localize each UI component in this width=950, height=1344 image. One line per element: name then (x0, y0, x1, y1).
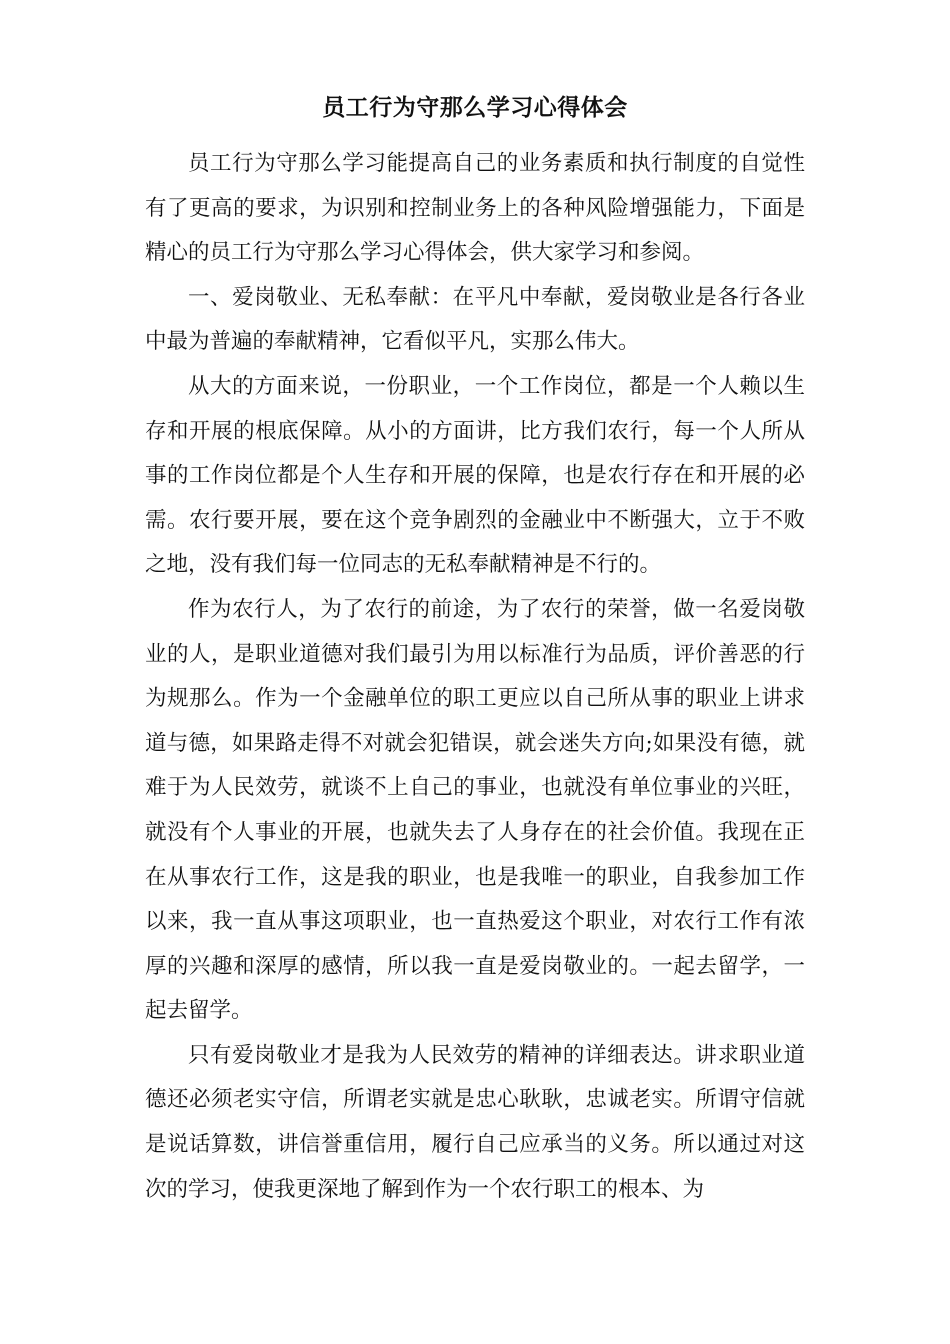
document-title: 员工行为守那么学习心得体会 (322, 94, 628, 121)
paragraph-intro: 员工行为守那么学习能提高自己的业务素质和执行制度的自觉性有了更高的要求，为识别和控制业务上的各种风险增强能力，下面是精心的员工行为守那么学习心得体会，供大家学习和参阅。 (145, 151, 805, 266)
paragraph-honesty: 只有爱岗敬业才是我为人民效劳的精神的详细表达。讲求职业道德还必须老实守信，所谓老实就是忠心耿耿，忠诚老实。所谓守信就是说话算数，讲信誉重信用，履行自己应承当的义务。所以通过对这次的学习，使我更深地了解到作为一个农行职工的根本、为 (145, 1042, 805, 1202)
document-body (145, 142, 805, 1212)
paragraph-career-basis: 从大的方面来说，一份职业，一个工作岗位，都是一个人赖以生存和开展的根底保障。从小的方面讲，比方我们农行，每一个人所从事的工作岗位都是个人生存和开展的保障，也是农行存在和开展的必需。农行要开展，要在这个竞争剧烈的金融业中不断强大，立于不败之地，没有我们每一位同志的无私奉献精神是不行的。 (145, 373, 805, 578)
paragraph-section-one: 一、爱岗敬业、无私奉献：在平凡中奉献，爱岗敬业是各行各业中最为普遍的奉献精神，它看似平凡，实那么伟大。 (145, 284, 805, 355)
paragraph-professional-ethics: 作为农行人，为了农行的前途，为了农行的荣誉，做一名爱岗敬业的人，是职业道德对我们最引为用以标准行为品质，评价善恶的行为规那么。作为一个金融单位的职工更应以自己所从事的职业上讲求道与德，如果路走得不对就会犯错误，就会迷失方向;如果没有德，就难于为人民效劳，就谈不上自己的事业，也就没有单位事业的兴旺，就没有个人事业的开展，也就失去了人身存在的社会价值。我现在正在从事农行工作，这是我的职业，也是我唯一的职业，自我参加工作以来，我一直从事这项职业，也一直热爱这个职业，对农行工作有浓厚的兴趣和深厚的感情，所以我一直是爱岗敬业的。一起去留学，一起去留学。 (145, 596, 805, 1024)
